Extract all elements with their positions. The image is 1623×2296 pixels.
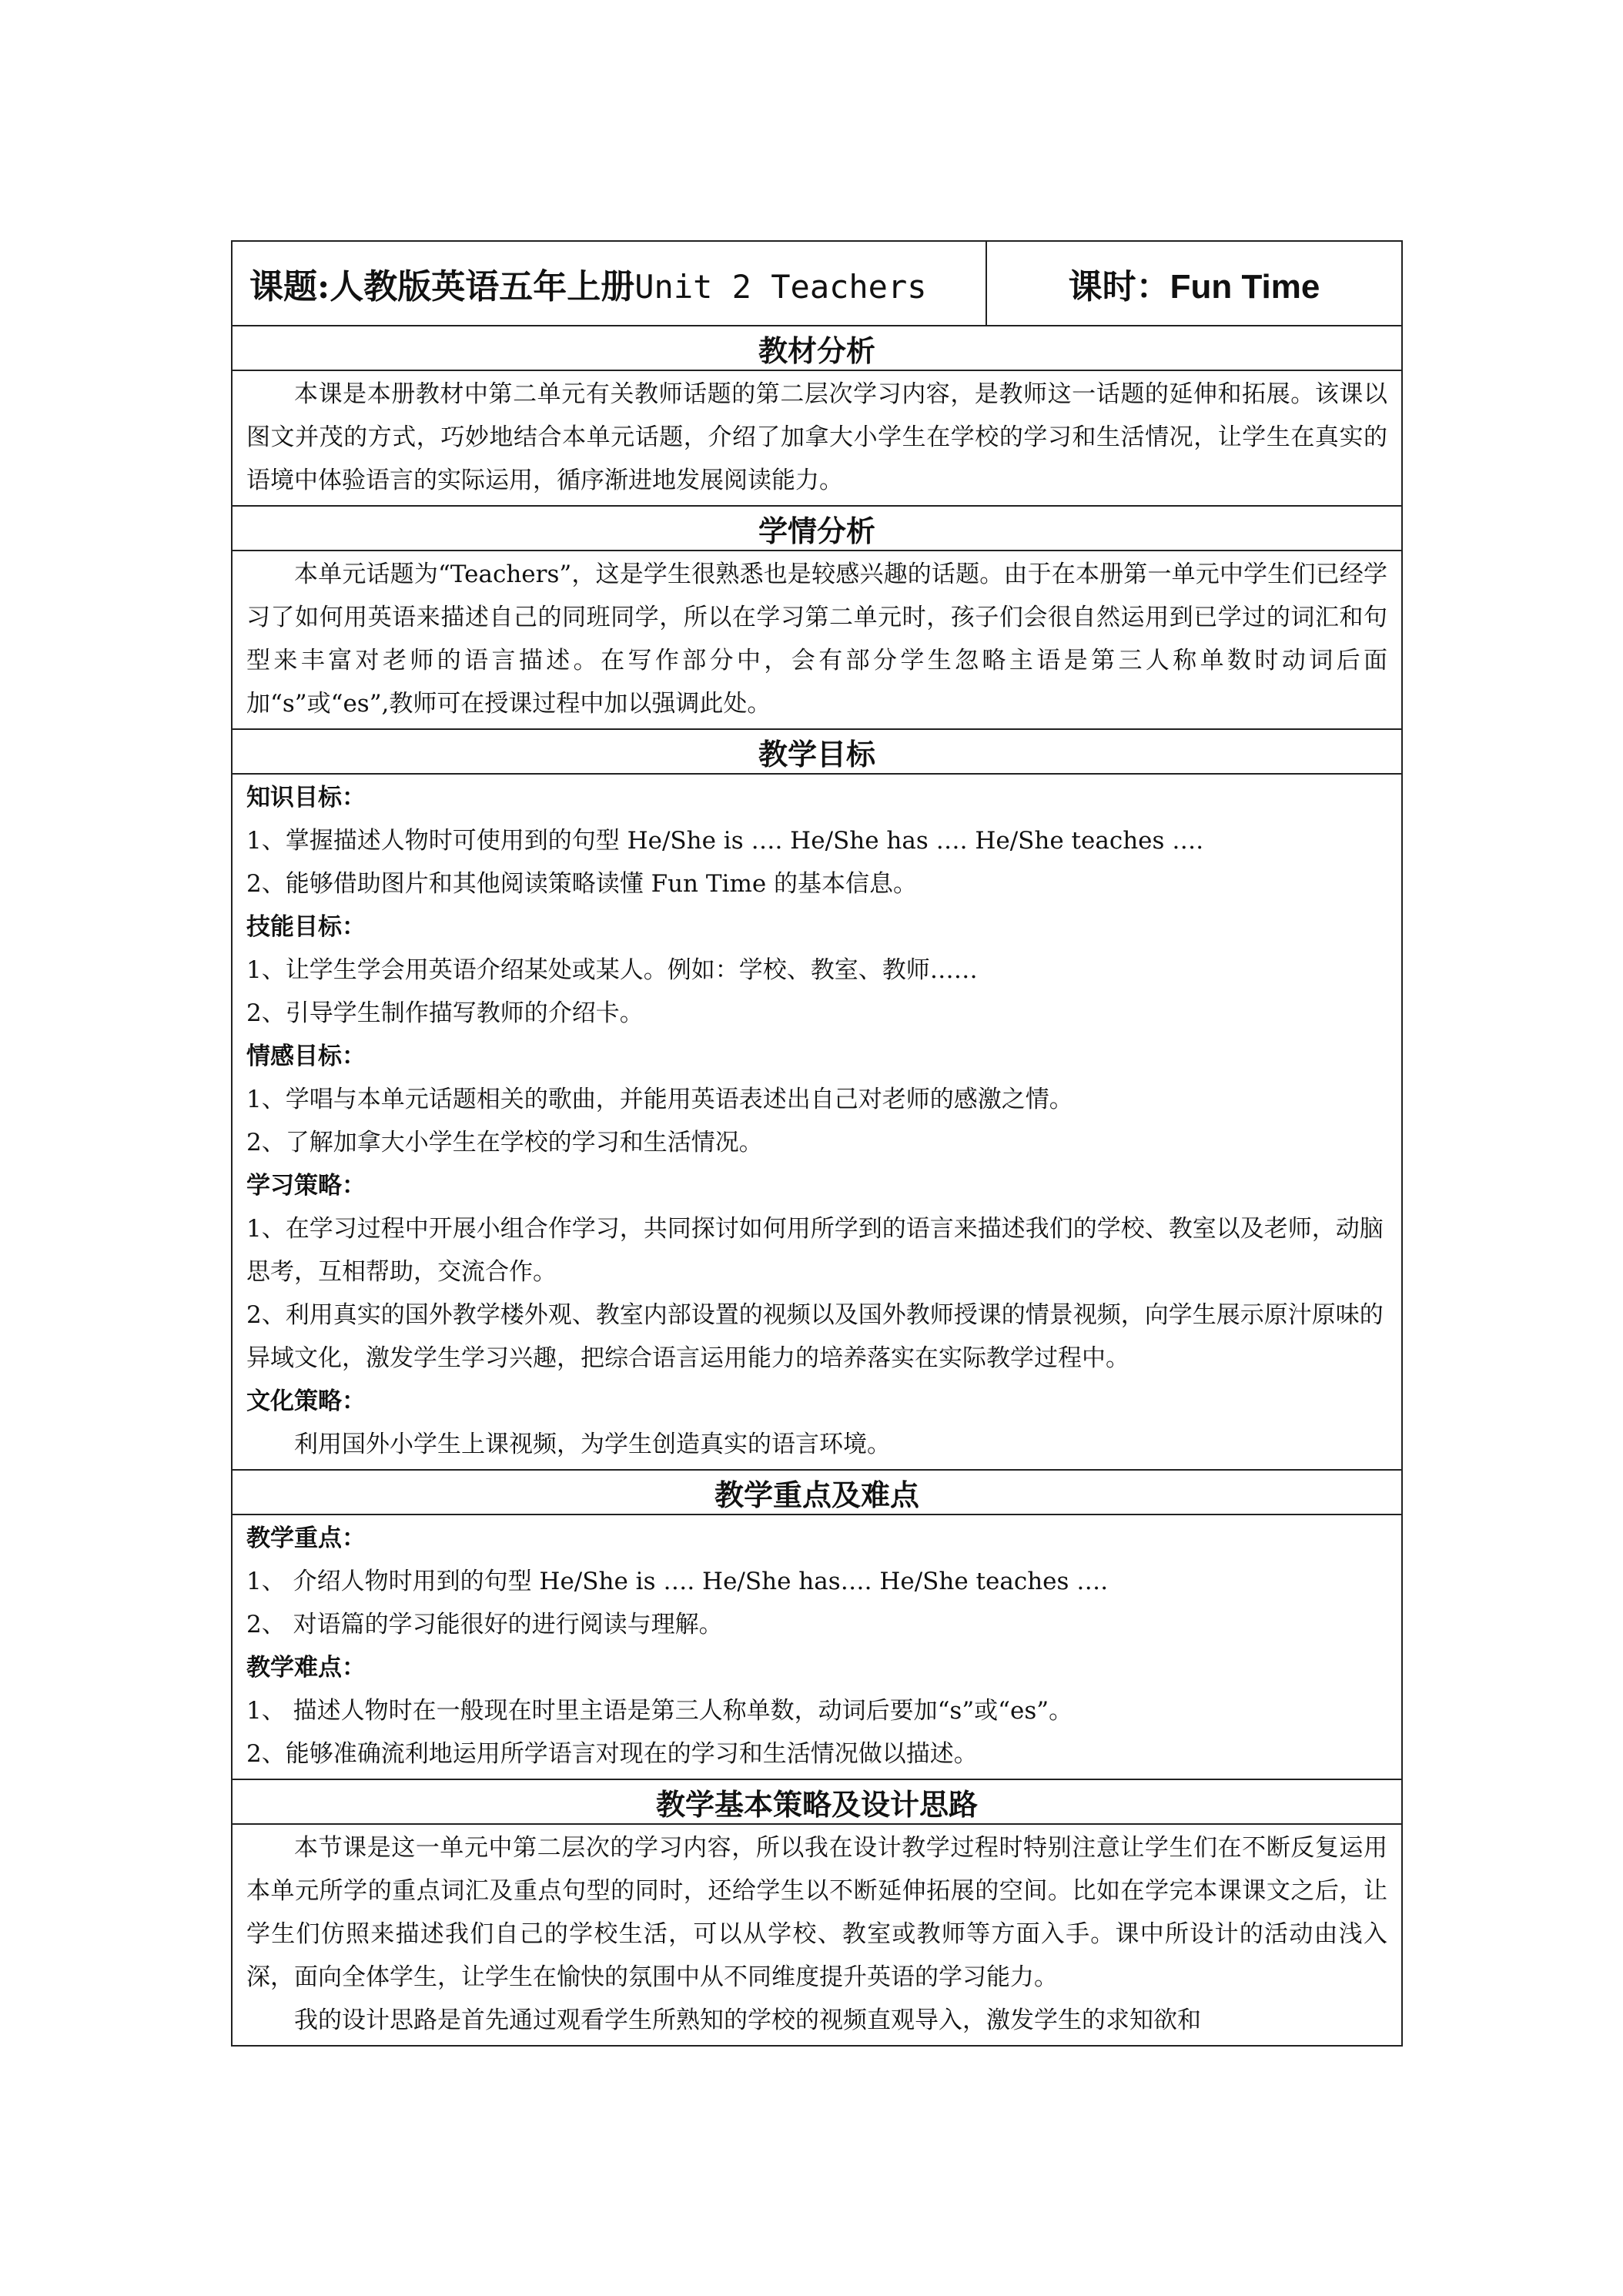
design-body	[232, 1824, 1402, 2046]
knowledge-goal-label: 知识目标：	[246, 784, 366, 812]
lesson-title-unit: Unit 2 Teachers	[634, 268, 927, 306]
lesson-period-label: 课时：	[1068, 267, 1170, 306]
difficult-point-2: 2、能够准确流利地运用所学语言对现在的学习和生活情况做以描述。	[246, 1740, 978, 1768]
lesson-period-value: Fun Time	[1170, 268, 1320, 306]
design-text-2: 我的设计思路是首先通过观看学生所熟知的学校的视频直观导入，激发学生的求知欲和	[294, 2006, 1201, 2034]
key-point-2: 2、 对语篇的学习能很好的进行阅读与理解。	[246, 1611, 723, 1638]
skill-goal-label: 技能目标：	[246, 913, 366, 941]
student-analysis-body	[232, 551, 1402, 729]
teaching-goals-body	[232, 774, 1402, 1470]
difficult-point-label: 教学难点：	[246, 1654, 366, 1682]
design-heading: 教学基本策略及设计思路	[232, 1779, 1402, 1824]
material-analysis-heading: 教材分析	[232, 326, 1402, 370]
student-analysis-text: 本单元话题为“Teachers”，这是学生很熟悉也是较感兴趣的话题。由于在本册第一单元中学生们已经学习了如何用英语来描述自己的同班同学，所以在学习第二单元时，孩子们会很自然运用到已学过的词汇和句型来丰富对老师的语言描述。在写作部分中，会有部分学生忽略主语是第三人称单数时动词后面加“s”或“es”,教师可在授课过程中加以强调此处。	[246, 561, 1387, 718]
material-analysis-body	[232, 370, 1402, 506]
design-text-1: 本节课是这一单元中第二层次的学习内容，所以我在设计教学过程时特别注意让学生们在不断反复运用本单元所学的重点词汇及重点句型的同时，还给学生以不断延伸拓展的空间。比如在学完本课课文之后，让学生们仿照来描述我们自己的学校生活，可以从学校、教室或教师等方面入手。课中所设计的活动由浅入深，面向全体学生，让学生在愉快的氛围中从不同维度提升英语的学习能力。	[246, 1834, 1387, 1991]
difficult-point-1: 1、 描述人物时在一般现在时里主语是第三人称单数，动词后要加“s”或“es”。	[246, 1697, 1073, 1725]
lesson-period	[986, 241, 1402, 326]
learning-strategy-label: 学习策略：	[246, 1172, 366, 1200]
emotion-goal-label: 情感目标：	[246, 1043, 366, 1070]
teaching-goals-heading: 教学目标	[232, 729, 1402, 774]
emotion-goal-2: 2、了解加拿大小学生在学校的学习和生活情况。	[246, 1129, 763, 1156]
skill-goal-1: 1、让学生学会用英语介绍某处或某人。例如：学校、教室、教师……	[246, 956, 978, 984]
lesson-title-prefix: 课题:人教版英语五年上册	[249, 267, 635, 306]
key-point-1: 1、 介绍人物时用到的句型 He/She is …. He/She has…. He/She teaches ….	[246, 1568, 1109, 1595]
key-points-heading: 教学重点及难点	[232, 1470, 1402, 1514]
student-analysis-heading: 学情分析	[232, 506, 1402, 551]
skill-goal-2: 2、引导学生制作描写教师的介绍卡。	[246, 999, 644, 1027]
lesson-title	[232, 241, 986, 326]
title-row	[232, 241, 1402, 326]
emotion-goal-1: 1、学唱与本单元话题相关的歌曲，并能用英语表述出自己对老师的感激之情。	[246, 1086, 1073, 1113]
key-points-body	[232, 1514, 1402, 1779]
learning-strategy-1: 1、在学习过程中开展小组合作学习，共同探讨如何用所学到的语言来描述我们的学校、教室以及老师，动脑思考，互相帮助，交流合作。	[246, 1215, 1384, 1286]
knowledge-goal-2: 2、能够借助图片和其他阅读策略读懂 Fun Time 的基本信息。	[246, 870, 918, 898]
knowledge-goal-1: 1、掌握描述人物时可使用到的句型 He/She is …. He/She has …. He/She teaches ….	[246, 827, 1204, 855]
culture-strategy-1: 利用国外小学生上课视频，为学生创造真实的语言环境。	[294, 1431, 891, 1458]
learning-strategy-2: 2、利用真实的国外教学楼外观、教室内部设置的视频以及国外教师授课的情景视频，向学生展示原汁原味的异域文化，激发学生学习兴趣，把综合语言运用能力的培养落实在实际教学过程中。	[246, 1301, 1384, 1372]
material-analysis-text: 本课是本册教材中第二单元有关教师话题的第二层次学习内容，是教师这一话题的延伸和拓展。该课以图文并茂的方式，巧妙地结合本单元话题，介绍了加拿大小学生在学校的学习和生活情况，让学生在真实的语境中体验语言的实际运用，循序渐进地发展阅读能力。	[246, 380, 1387, 494]
lesson-plan-table	[231, 240, 1403, 2047]
culture-strategy-label: 文化策略：	[246, 1387, 366, 1415]
key-point-label: 教学重点：	[246, 1525, 366, 1552]
